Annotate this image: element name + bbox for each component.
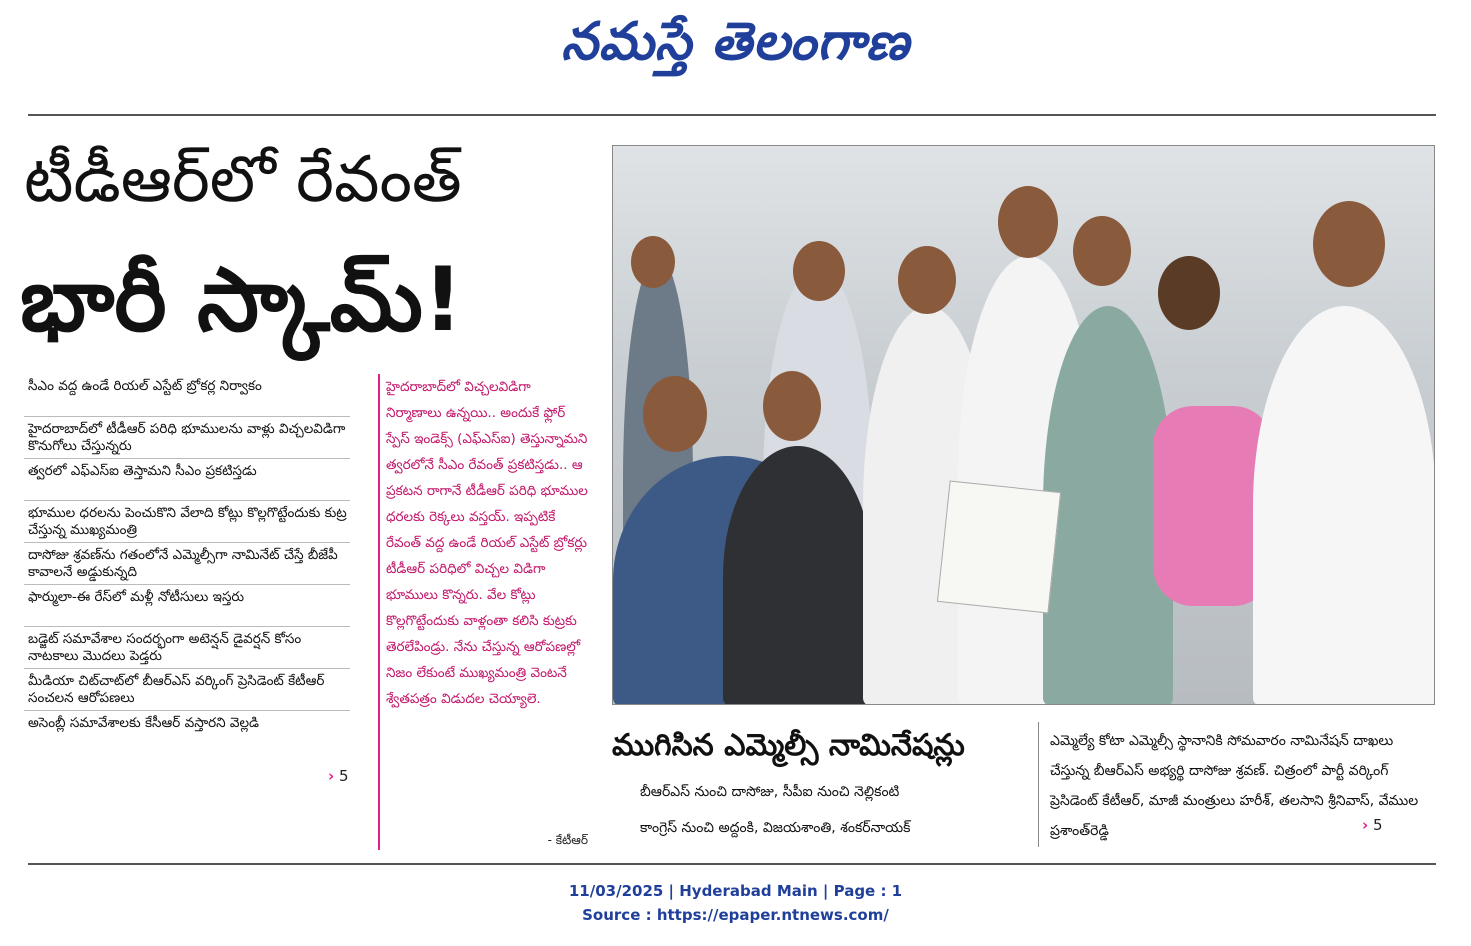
bullet-item: ఫార్ములా-ఈ రేస్‌లో మళ్లీ నోటీసులు ఇస్తరు <box>24 584 350 626</box>
news-photo <box>612 145 1435 705</box>
bullet-item: త్వరలో ఎఫ్‌ఎస్‌ఐ తెస్తామని సీఎం ప్రకటిస్తడు <box>24 458 350 500</box>
photo-head <box>1158 256 1220 330</box>
bullet-item: సీఎం వద్ద ఉండే రియల్ ఎస్టేట్ బ్రోకర్ల నిర్వాకం <box>28 378 262 394</box>
chevron-right-icon: › <box>328 767 335 785</box>
photo-caption-title: ముగిసిన ఎమ్మెల్సీ నామినేషన్లు <box>612 728 965 763</box>
photo-caption-sub-1: బీఆర్‌ఎస్ నుంచి దాసోజు, సీపీఐ నుంచి నెల్లికంటి <box>640 784 900 800</box>
photo-head <box>1073 216 1131 286</box>
photo-head <box>763 371 821 441</box>
photo-head <box>793 241 845 301</box>
photo-caption-text: ఎమ్మెల్యే కోటా ఎమ్మెల్సీ స్థానానికి సోమవారం నామినేషన్ దాఖలు చేస్తున్న బీఆర్‌ఎస్ అభ్యర్థి దాసోజు శ్రవణ్. చిత్రంలో పార్టీ వర్కింగ్ ప్రెసిడెంట్ కేటీఆర్, మాజీ మంత్రులు హరీశ్, తలసాని శ్రీనివాస్, వేముల ప్రశాంత్‌రెడ్డి <box>1050 733 1419 839</box>
photo-head <box>1313 201 1385 287</box>
footer-source-link[interactable]: Source : https://epaper.ntnews.com/ <box>582 906 889 924</box>
bullet-list <box>24 374 350 844</box>
bullet-item: బడ్జెట్ సమావేశాల సందర్భంగా అటెన్షన్ డైవర్షన్ కోసం నాటకాలు మొదలు పెడ్తరు <box>24 626 350 668</box>
headline-line-1: టీడీఆర్‌లో రేవంత్ <box>24 143 462 217</box>
photo-head <box>998 186 1058 258</box>
bullet-item: మీడియా చిట్‌చాట్‌లో బీఆర్‌ఎస్ వర్కింగ్ ప్రెసిడెంట్ కేటీఆర్ సంచలన ఆరోపణలు <box>24 668 350 710</box>
quote-text: హైదరాబాద్‌లో విచ్చలవిడిగా నిర్మాణాలు ఉన్నయి.. అందుకే ఫ్లోర్ స్పేస్ ఇండెక్స్ (ఎఫ్‌ఎస్‌ఐ) తెస్తున్నామని త్వరలోనే సీఎం రేవంత్ ప్రకటిస్తడు.. ఆ ప్రకటన రాగానే టీడీఆర్ పరిధి భూముల ధరలకు రెక్కలు వస్తయ్. ఇప్పటికే రేవంత్ వద్ద ఉండే రియల్ ఎస్టేట్ బ్రోకర్లు టీడీఆర్ పరిధిలో విచ్చల విడిగా భూములు కొన్నరు. వేల కోట్లు కొల్లగొట్టేందుకు వాళ్లంతా కలిసి కుట్రకు తెరలేపిండ్రు. నేను చేస్తున్న ఆరోపణల్లో నిజం లేకుంటే ముఖ్యమంత్రి వెంటనే శ్వేతపత్రం విడుదల చెయ్యాలె. <box>386 379 588 707</box>
headline-line-2: భారీ స్కామ్! <box>20 248 464 351</box>
caption-page-ref: 5 <box>1372 816 1383 834</box>
caption-continued-link[interactable] <box>1362 816 1383 834</box>
caption-divider <box>1038 722 1039 847</box>
photo-person <box>1253 306 1435 705</box>
bullet-continued-link[interactable] <box>328 767 349 785</box>
bullet-item: అసెంబ్లీ సమావేశాలకు కేసీఆర్ వస్తారని వెల్లడి <box>24 710 350 752</box>
chevron-right-icon: › <box>1362 816 1369 834</box>
photo-head <box>898 246 956 314</box>
bottom-divider <box>28 863 1436 865</box>
quote-attribution: - కేటీఆర్ <box>547 833 588 847</box>
newspaper-masthead: నమస్తే తెలంగాణ <box>561 11 910 72</box>
bullet-item: భూముల ధరలను పెంచుకొని వేలాది కోట్లు కొల్లగొట్టేందుకు కుట్ర చేస్తున్న ముఖ్యమంత్రి <box>24 500 350 542</box>
photo-caption-sub-2: కాంగ్రెస్ నుంచి అద్దంకి, విజయశాంతి, శంకర్‌నాయక్ <box>640 820 911 836</box>
photo-head <box>643 376 707 452</box>
bullet-item: దాసోజు శ్రవణ్‌ను గతంలోనే ఎమ్మెల్సీగా నామినేట్ చేస్తే బీజేపీ కావాలనే అడ్డుకున్నది <box>24 542 350 584</box>
photo-person <box>723 446 873 705</box>
nomination-paper <box>937 480 1061 613</box>
top-divider <box>28 114 1436 116</box>
footer-edition-info: 11/03/2025 | Hyderabad Main | Page : 1 <box>568 882 903 900</box>
bullet-page-ref: 5 <box>338 767 349 785</box>
quote-box <box>378 374 590 850</box>
photo-head <box>631 236 675 288</box>
bullet-item: హైదరాబాద్‌లో టీడీఆర్ పరిధి భూములను వాళ్లు విచ్చలవిడిగా కొనుగోలు చేస్తున్నరు <box>24 416 350 458</box>
